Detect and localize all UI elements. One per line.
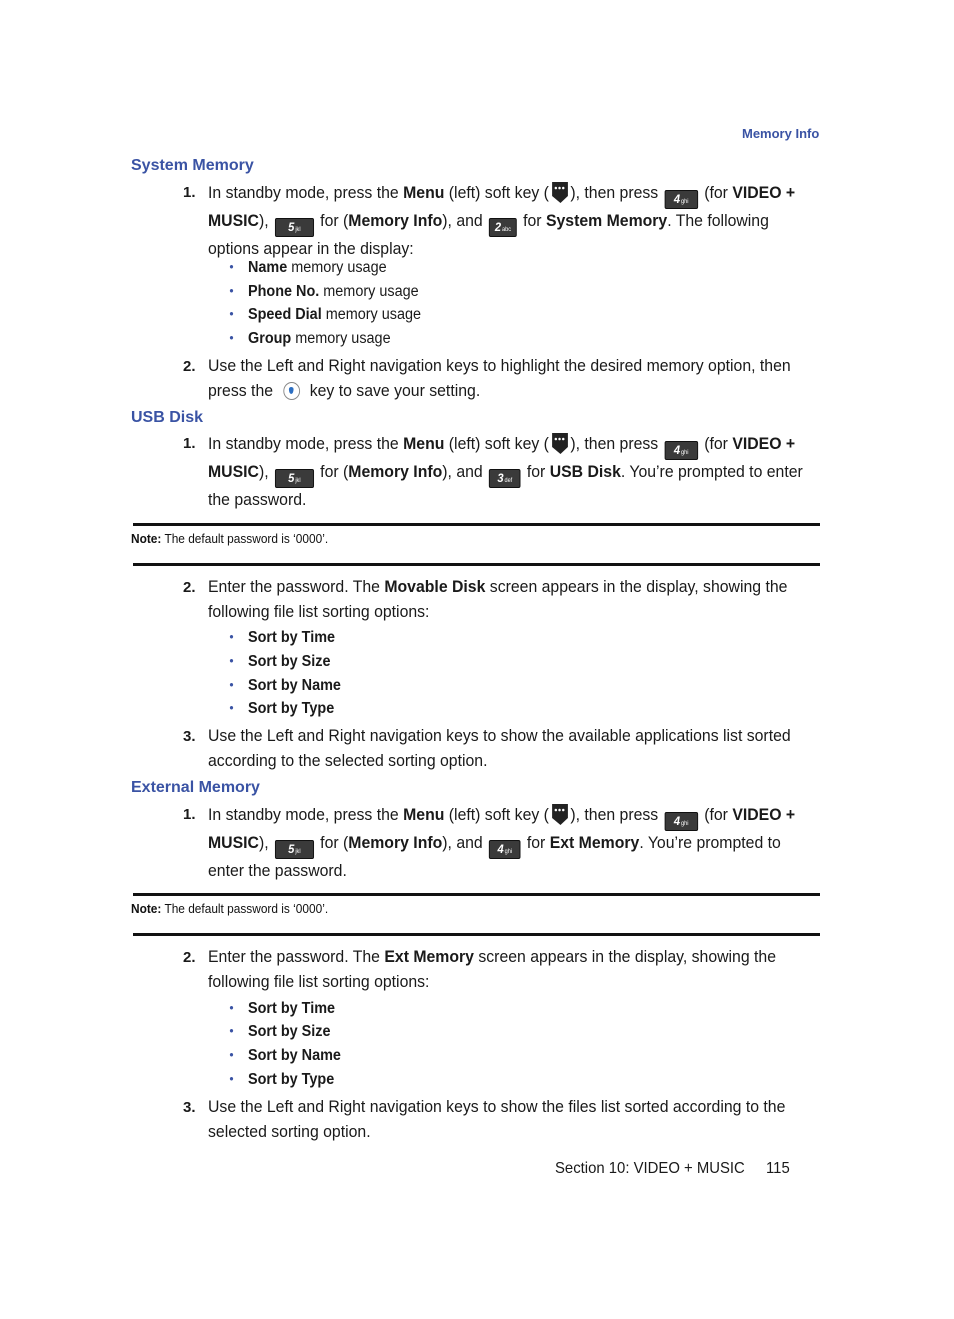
- list-item: • Sort by Size: [248, 1023, 331, 1041]
- list-item: • Sort by Size: [248, 653, 331, 671]
- left-soft-key-icon: [551, 802, 569, 826]
- list-item: • Phone No. memory usage: [248, 283, 419, 301]
- list-item: • Sort by Type: [248, 700, 334, 718]
- step-number: 1.: [183, 435, 196, 452]
- note-rule-top: [133, 523, 820, 526]
- key-5-icon: 5jkl: [275, 218, 314, 237]
- list-item: • Name memory usage: [248, 259, 387, 277]
- step-text: Use the Left and Right navigation keys to show the available applications list sorted according to the selected sorting option.: [208, 726, 791, 770]
- step-number: 1.: [183, 184, 196, 201]
- list-item: • Sort by Name: [248, 1047, 341, 1065]
- step-text: In standby mode, press the Menu (left) soft key ( ), then press 4ghi (for VIDEO + MUSIC), 5jkl for (Memory Info), and 4ghi for Ext Memory. You’re prompted to enter the password.: [208, 802, 795, 884]
- key-3-icon: 3def: [489, 469, 521, 488]
- footer-section: Section 10: VIDEO + MUSIC: [555, 1160, 745, 1177]
- step-number: 3.: [183, 728, 196, 745]
- key-4-icon: 4ghi: [664, 441, 697, 460]
- section-title-external-memory: External Memory: [131, 779, 260, 796]
- step-text: Use the Left and Right navigation keys to show the files list sorted according to the selected sorting option.: [208, 1097, 786, 1141]
- key-5-icon: 5jkl: [275, 469, 314, 488]
- left-soft-key-icon: [551, 431, 569, 455]
- left-soft-key-icon: [551, 180, 569, 204]
- key-5-icon: 5jkl: [275, 840, 314, 859]
- running-head: Memory Info: [742, 126, 820, 141]
- step-text: Enter the password. The Movable Disk screen appears in the display, showing the following file list sorting options:: [208, 577, 788, 621]
- step-text: Use the Left and Right navigation keys to highlight the desired memory option, then press the key to save your setting.: [208, 356, 791, 400]
- key-2-icon: 2abc: [489, 218, 517, 237]
- step-text: In standby mode, press the Menu (left) soft key ( ), then press 4ghi (for VIDEO + MUSIC), 5jkl for (Memory Info), and 3def for USB Disk. You’re prompted to enter the password.: [208, 431, 803, 513]
- step-number: 2.: [183, 358, 196, 375]
- list-item: • Sort by Time: [248, 1000, 335, 1018]
- note-rule-top: [133, 893, 820, 896]
- step-number: 3.: [183, 1099, 196, 1116]
- key-4-icon: 4ghi: [664, 190, 697, 209]
- list-item: • Speed Dial memory usage: [248, 306, 421, 324]
- step-number: 2.: [183, 579, 196, 596]
- list-item: • Group memory usage: [248, 330, 391, 348]
- step-text: In standby mode, press the Menu (left) soft key ( ), then press 4ghi (for VIDEO + MUSIC), 5jkl for (Memory Info), and 2abc for System Memory. The following options appear in the display:: [208, 180, 795, 262]
- key-4-icon: 4ghi: [489, 840, 521, 859]
- step-text: Enter the password. The Ext Memory screen appears in the display, showing the following file list sorting options:: [208, 947, 777, 991]
- section-title-usb-disk: USB Disk: [131, 409, 204, 426]
- section-title-system-memory: System Memory: [131, 157, 254, 174]
- note-rule-bottom: [133, 933, 820, 936]
- note-rule-bottom: [133, 563, 820, 566]
- ok-key-icon: [283, 382, 300, 400]
- step-number: 2.: [183, 949, 196, 966]
- note: Note: The default password is ‘0000’.: [131, 532, 329, 546]
- list-item: • Sort by Time: [248, 629, 335, 647]
- key-4-icon: 4ghi: [664, 812, 697, 831]
- page-number: 115: [766, 1160, 790, 1177]
- list-item: • Sort by Type: [248, 1071, 334, 1089]
- list-item: • Sort by Name: [248, 677, 341, 695]
- step-number: 1.: [183, 806, 196, 823]
- note: Note: The default password is ‘0000’.: [131, 902, 329, 916]
